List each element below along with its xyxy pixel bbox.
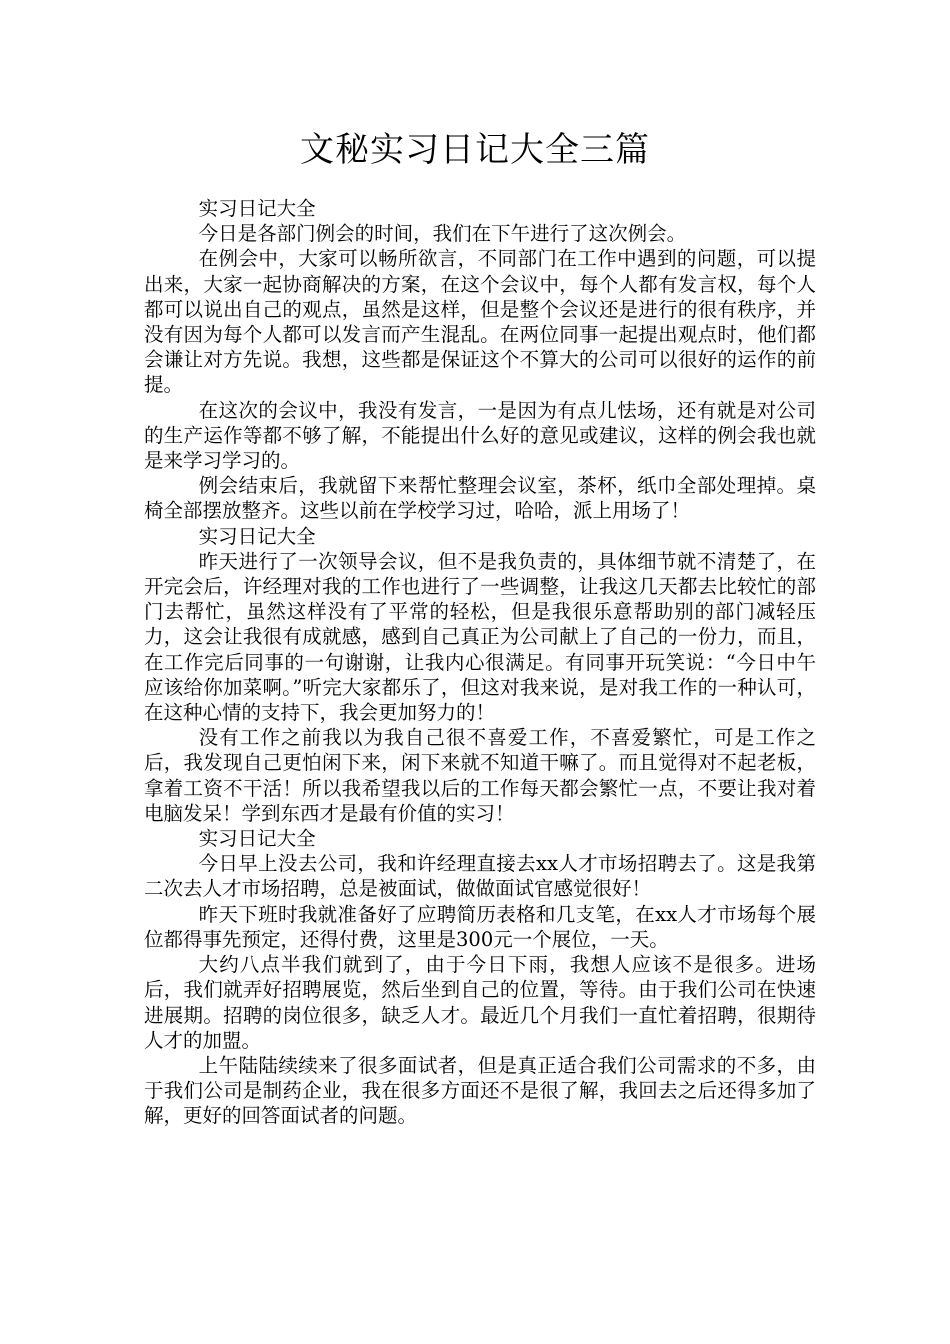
section-heading: 实习日记大全: [198, 197, 316, 220]
body-paragraph: 在这次的会议中，我没有发言，一是因为有点儿怯场，还有就是对公司的生产运作等都不够了解，不能提出什么好的意见或建议，这样的例会我也就是来学习学习的。: [144, 398, 816, 473]
section-heading: 实习日记大全: [198, 524, 316, 548]
document-title: 文秘实习日记大全三篇: [300, 130, 650, 170]
body-paragraph: 在例会中，大家可以畅所欲言，不同部门在工作中遇到的问题，可以提出来，大家一起协商解决的方案，在这个会议中，每个人都有发言权，每个人都可以说出自己的观点，虽然是这样，但是整个会议还是进行的很有秩序，并没有因为每个人都可以发言而产生混乱。在两位同事一起提出观点时，他们都会谦让对方先说。我想，这些都是保证这个不算大的公司可以很好的运作的前提。: [144, 247, 816, 397]
body-paragraph: 昨天下班时我就准备好了应聘简历表格和几支笔，在xx人才市场每个展位都得事先预定，还得付费，这里是300元一个展位，一天。: [144, 902, 816, 951]
body-paragraph: 昨天进行了一次领导会议，但不是我负责的，具体细节就不清楚了，在开完会后，许经理对我的工作也进行了一些调整，让我这几天都去比较忙的部门去帮忙，虽然这样没有了平常的轻松，但是我很乐意帮助别的部门减轻压力，这会让我很有成就感，感到自己真正为公司献上了自己的一份力，而且，在工作完后同事的一句谢谢，让我内心很满足。有同事开玩笑说：“今日中午应该给你加菜啊。”听完大家都乐了，但这对我来说，是对我工作的一种认可，在这种心情的支持下，我会更加努力的！: [144, 549, 816, 725]
section-heading: 实习日记大全: [198, 827, 316, 851]
document-body: [144, 196, 816, 1129]
body-paragraph: 大约八点半我们就到了，由于今日下雨，我想人应该不是很多。进场后，我们就弄好招聘展览，然后坐到自己的位置，等待。由于我们公司在快速进展期。招聘的岗位很多，缺乏人才。最近几个月我们一直忙着招聘，很期待人才的加盟。: [144, 953, 816, 1052]
body-paragraph: 没有工作之前我以为我自己很不喜爱工作，不喜爱繁忙，可是工作之后，我发现自己更怕闲下来，闲下来就不知道干嘛了。而且觉得对不起老板，拿着工资不干活！所以我希望我以后的工作每天都会繁忙一点，不要让我对着电脑发呆！学到东西才是最有价值的实习！: [144, 726, 816, 825]
body-paragraph: 上午陆陆续续来了很多面试者，但是真正适合我们公司需求的不多，由于我们公司是制药企业，我在很多方面还不是很了解，我回去之后还得多加了解，更好的回答面试者的问题。: [144, 1053, 816, 1128]
body-paragraph: 今日早上没去公司，我和许经理直接去xx人才市场招聘去了。这是我第二次去人才市场招聘，总是被面试，做做面试官感觉很好！: [144, 852, 816, 901]
body-paragraph: 例会结束后，我就留下来帮忙整理会议室，茶杯，纸巾全部处理掉。桌椅全部摆放整齐。这些以前在学校学习过，哈哈，派上用场了！: [144, 474, 816, 523]
body-paragraph: 今日是各部门例会的时间，我们在下午进行了这次例会。: [198, 222, 687, 246]
